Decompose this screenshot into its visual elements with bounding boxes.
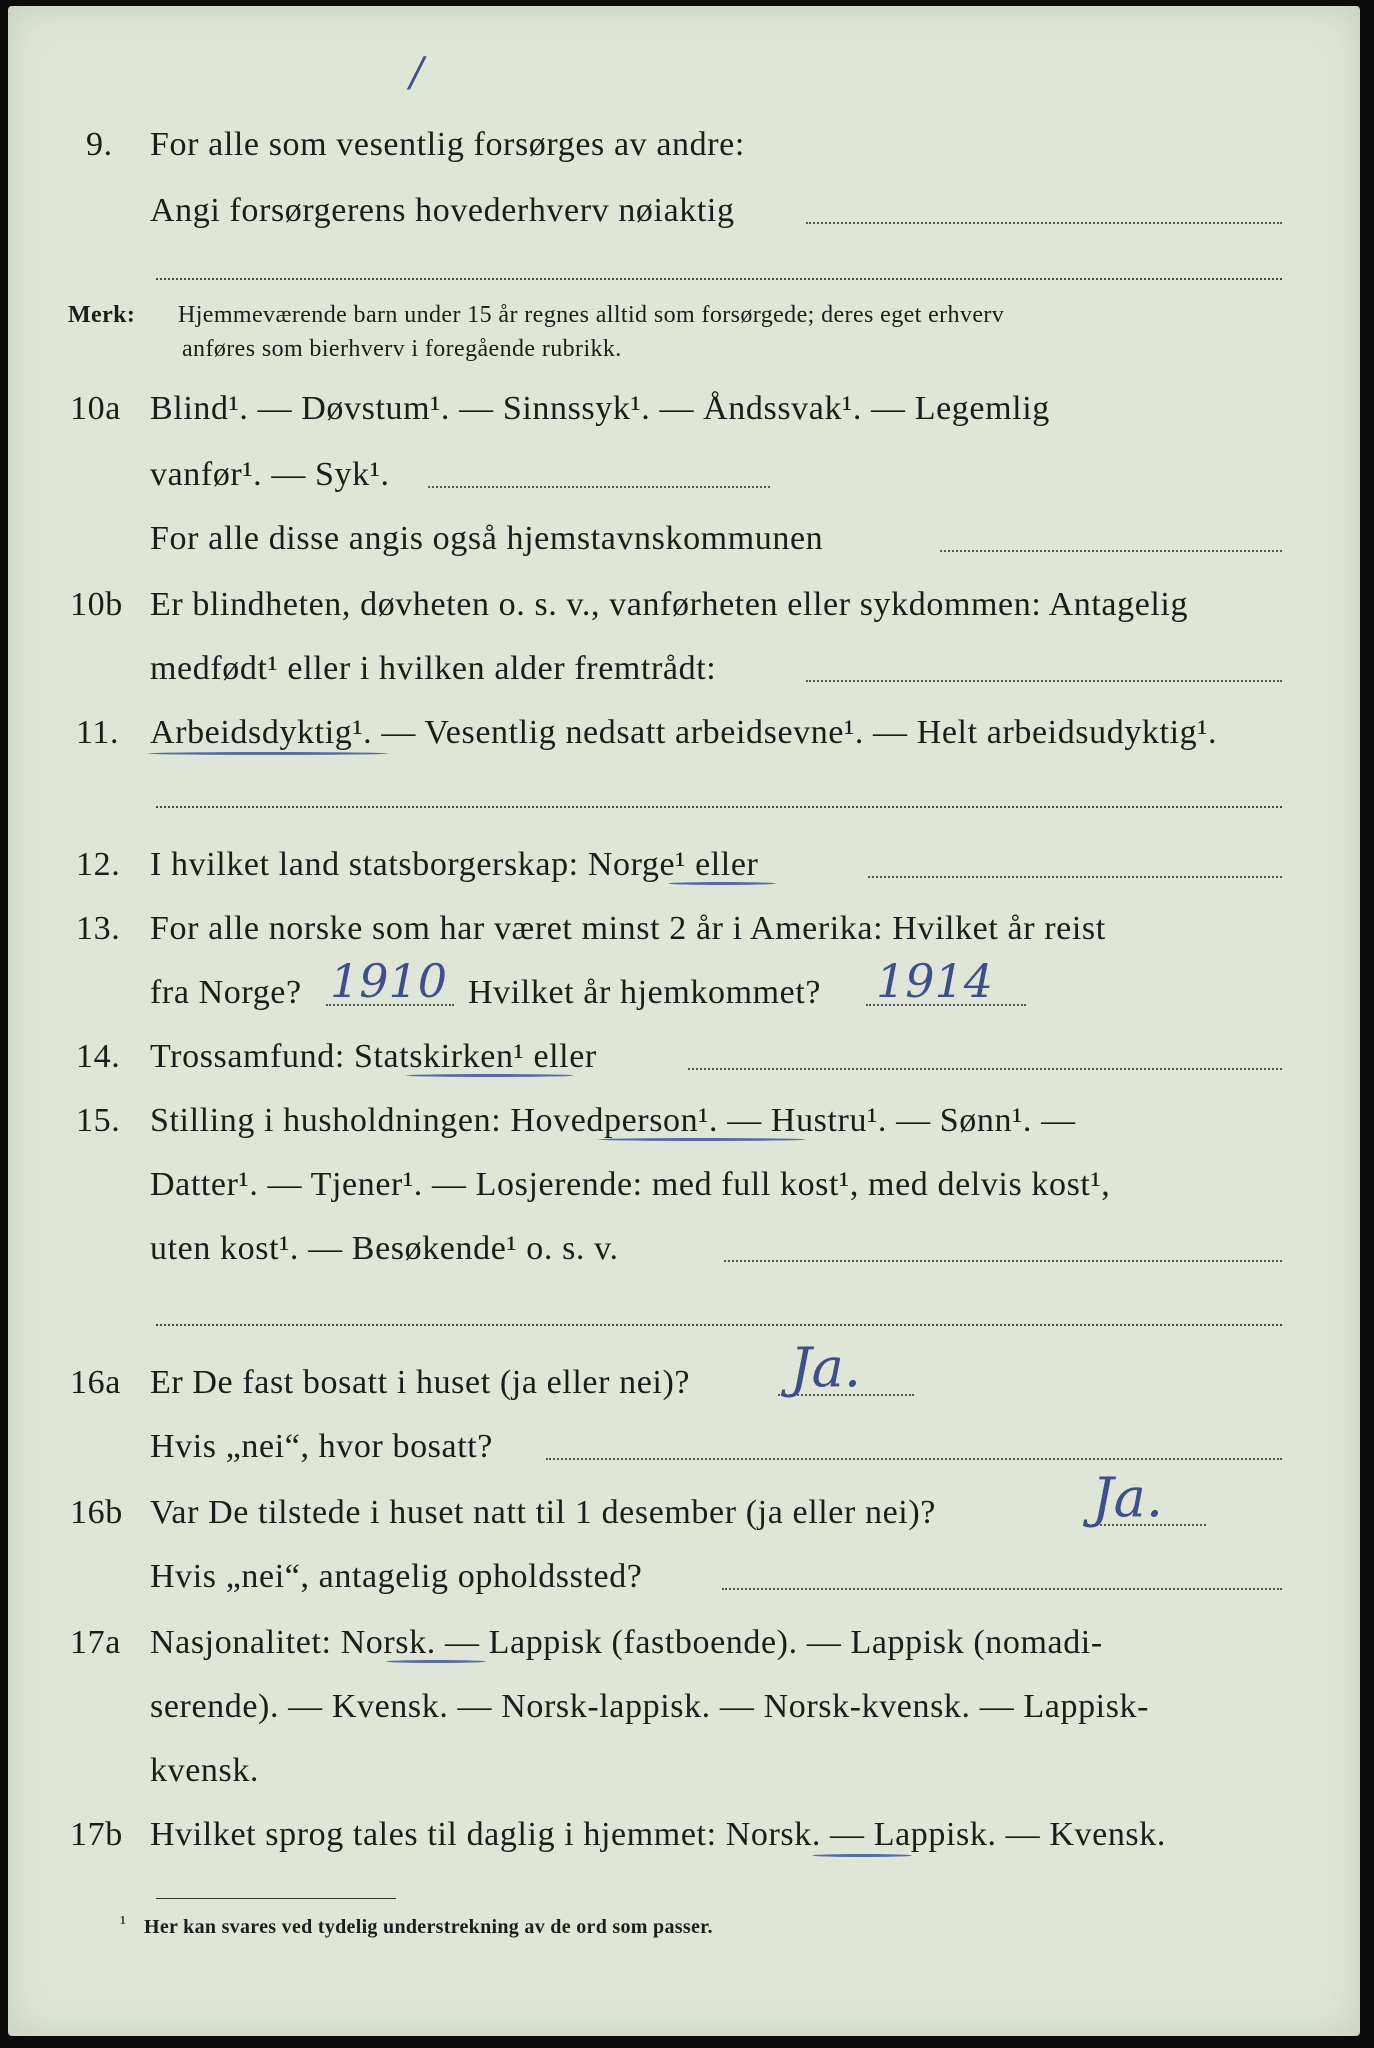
q15-line3: uten kost¹. — Besøkende¹ o. s. v. [150,1230,619,1267]
q12-answer-field[interactable] [868,876,1282,878]
q15-answer-field[interactable] [724,1260,1282,1262]
pen-mark: / [410,50,424,96]
q17b-number: 17b [70,1816,123,1853]
q17a-underline-mark [386,1660,486,1663]
q12-underline-mark [668,882,776,885]
merk-line2: anføres som bierhverv i foregående rubrikk. [182,336,622,362]
merk-line1: Hjemmeværende barn under 15 år regnes alltid som forsørgede; deres eget erhverv [178,302,1005,328]
q13-hjem-answer: 1914 [876,954,994,1008]
q13-reist-answer: 1910 [330,954,448,1008]
footnote-mark: ¹ [120,1912,127,1934]
q16a-bosatt-field[interactable] [546,1458,1282,1460]
q16b-line1: Var De tilstede i huset natt til 1 desember (ja eller nei)? [150,1494,936,1531]
footnote-text: Her kan svares ved tydelig understrekning av de ord som passer. [144,1916,713,1938]
q15-line1: Stilling i husholdningen: Hovedperson¹. — Hustru¹. — Sønn¹. — [150,1102,1076,1139]
q17a-number: 17a [70,1624,121,1661]
q15-underline-mark [598,1138,806,1141]
q12-line1: I hvilket land statsborgerskap: Norge¹ eller [150,846,759,883]
q15-answer-field-2[interactable] [156,1324,1282,1326]
q9-answer-field-2[interactable] [156,278,1282,280]
q10a-line1: Blind¹. — Døvstum¹. — Sinnssyk¹. — Åndssvak¹. — Legemlig [150,390,1050,427]
q14-number: 14. [76,1038,121,1075]
q13-line1: For alle norske som har været minst 2 år i Amerika: Hvilket år reist [150,910,1106,947]
q17b-underline-mark [812,1854,912,1857]
q9-answer-field[interactable] [806,222,1282,224]
q16b-number: 16b [70,1494,123,1531]
q17a-line3: kvensk. [150,1752,260,1789]
q13-line2a: fra Norge? [150,974,302,1011]
q10a-number: 10a [70,390,121,427]
q10b-number: 10b [70,586,123,623]
census-form-page [8,6,1360,2036]
merk-label: Merk: [68,302,136,328]
q13-line2b: Hvilket år hjemkommet? [468,974,822,1011]
q16b-opholdssted-field[interactable] [722,1588,1282,1590]
q14-underline-mark [406,1074,574,1077]
q10b-line1: Er blindheten, døvheten o. s. v., vanførheten eller sykdommen: Antagelig [150,586,1189,623]
q11-line1: Arbeidsdyktig¹. — Vesentlig nedsatt arbeidsevne¹. — Helt arbeidsudyktig¹. [150,714,1218,751]
q11-answer-field[interactable] [156,806,1282,808]
q16a-line2: Hvis „nei“, hvor bosatt? [150,1428,493,1465]
q10a-line2: vanfør¹. — Syk¹. [150,456,390,493]
q14-line1: Trossamfund: Statskirken¹ eller [150,1038,597,1075]
q10a-answer-field[interactable] [428,486,770,488]
q16a-number: 16a [70,1364,121,1401]
q13-number: 13. [76,910,121,947]
q10b-answer-field[interactable] [806,680,1282,682]
q15-line2: Datter¹. — Tjener¹. — Losjerende: med full kost¹, med delvis kost¹, [150,1166,1111,1203]
q17a-line1: Nasjonalitet: Norsk. — Lappisk (fastboende). — Lappisk (nomadi- [150,1624,1103,1661]
footnote-divider [156,1898,396,1899]
q11-number: 11. [76,714,120,751]
q12-number: 12. [76,846,121,883]
q10a-line3: For alle disse angis også hjemstavnskommunen [150,520,824,557]
q11-underline-mark [148,752,388,755]
q16b-answer: Ja. [1092,1466,1164,1529]
q16a-answer: Ja. [790,1336,862,1399]
q17b-line1: Hvilket sprog tales til daglig i hjemmet: Norsk. — Lappisk. — Kvensk. [150,1816,1166,1853]
q10a-hjemstavn-field[interactable] [940,550,1282,552]
q16b-line2: Hvis „nei“, antagelig opholdssted? [150,1558,643,1595]
q10b-line2: medfødt¹ eller i hvilken alder fremtrådt: [150,650,717,687]
q9-line2: Angi forsørgerens hovederhverv nøiaktig [150,192,735,229]
q17a-line2: serende). — Kvensk. — Norsk-lappisk. — Norsk-kvensk. — Lappisk- [150,1688,1150,1725]
q15-number: 15. [76,1102,121,1139]
q14-answer-field[interactable] [688,1068,1282,1070]
q9-number: 9. [86,126,113,163]
q9-line1: For alle som vesentlig forsørges av andre: [150,126,745,163]
q16a-line1: Er De fast bosatt i huset (ja eller nei)? [150,1364,691,1401]
